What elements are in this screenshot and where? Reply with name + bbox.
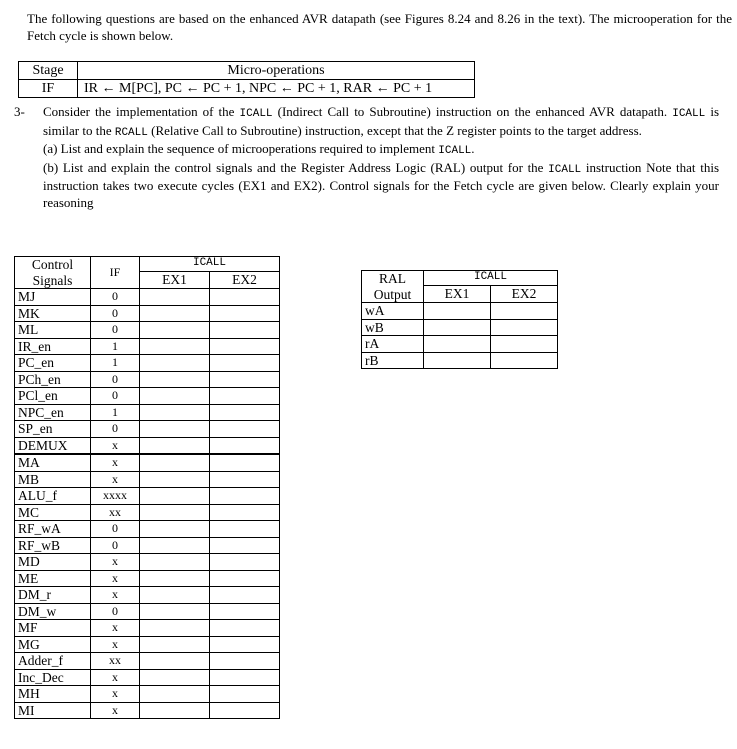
signal-if-value: x <box>91 554 140 571</box>
ral-row <box>362 336 558 353</box>
signal-ex2-cell[interactable] <box>210 305 280 322</box>
microops-cell: IR ← M[PC], PC ← PC + 1, NPC ← PC + 1, RAR ← PC + 1 <box>78 80 475 98</box>
signal-if-value: xxxx <box>91 488 140 505</box>
signal-name: PCl_en <box>15 388 91 405</box>
signal-if-value: x <box>91 702 140 719</box>
control-signal-row <box>15 636 280 653</box>
ral-ex1-cell[interactable] <box>424 352 491 369</box>
signal-ex1-cell[interactable] <box>140 587 210 604</box>
ral-ex1-cell[interactable] <box>424 336 491 353</box>
signal-if-value: 1 <box>91 355 140 372</box>
intro-paragraph: The following questions are based on the enhanced AVR datapath (see Figures 8.24 and 8.26 in the text). The microoperation for the Fetch cycle is shown below. <box>27 11 732 43</box>
signal-ex1-cell[interactable] <box>140 570 210 587</box>
control-signal-row <box>15 488 280 505</box>
signal-ex1-cell[interactable] <box>140 504 210 521</box>
signal-name: MK <box>15 305 91 322</box>
control-signal-row <box>15 404 280 421</box>
signal-ex2-cell[interactable] <box>210 702 280 719</box>
ral-output-name: rB <box>362 352 424 369</box>
control-signal-row <box>15 521 280 538</box>
signal-name: DEMUX <box>15 437 91 454</box>
ral-ex2-cell[interactable] <box>491 319 558 336</box>
stage-cell: IF <box>19 80 78 98</box>
stage-header: Stage <box>19 62 78 80</box>
signal-if-value: 0 <box>91 289 140 306</box>
control-signal-row <box>15 437 280 454</box>
ral-row <box>362 319 558 336</box>
signal-ex1-cell[interactable] <box>140 289 210 306</box>
signal-name: RF_wA <box>15 521 91 538</box>
signal-name: MB <box>15 471 91 488</box>
signal-if-value: 0 <box>91 305 140 322</box>
signal-ex1-cell[interactable] <box>140 421 210 438</box>
control-signal-row <box>15 554 280 571</box>
signal-if-value: x <box>91 570 140 587</box>
signal-ex2-cell[interactable] <box>210 521 280 538</box>
control-signal-row <box>15 702 280 719</box>
signal-name: MF <box>15 620 91 637</box>
signal-if-value: 1 <box>91 338 140 355</box>
control-signal-row <box>15 322 280 339</box>
signal-name: MJ <box>15 289 91 306</box>
signal-if-value: 1 <box>91 404 140 421</box>
signal-ex2-cell[interactable] <box>210 488 280 505</box>
signal-name: PC_en <box>15 355 91 372</box>
signal-if-value: 0 <box>91 537 140 554</box>
signal-name: IR_en <box>15 338 91 355</box>
question-part-b: (b) List and explain the control signals and the Register Address Logic (RAL) output for the ICALL instruction Note that this instruction takes two execute cycles (EX1 and EX2). Control signals for the Fetch cycle are given below. Clearly explain your reasoning <box>43 159 720 210</box>
signal-ex2-cell[interactable] <box>210 371 280 388</box>
signal-name: ML <box>15 322 91 339</box>
signal-if-value: xx <box>91 504 140 521</box>
signal-if-value: xx <box>91 653 140 670</box>
signal-name: MH <box>15 686 91 703</box>
ral-icall-header: ICALL <box>424 271 558 286</box>
signal-name: ALU_f <box>15 488 91 505</box>
signal-ex2-cell[interactable] <box>210 620 280 637</box>
signal-if-value: x <box>91 620 140 637</box>
ral-ex2-cell[interactable] <box>491 352 558 369</box>
ral-ex2-cell[interactable] <box>491 303 558 320</box>
signal-if-value: x <box>91 471 140 488</box>
signal-ex1-cell[interactable] <box>140 620 210 637</box>
fetch-microoperation-table <box>18 61 475 98</box>
signal-ex1-cell[interactable] <box>140 686 210 703</box>
signal-ex2-cell[interactable] <box>210 338 280 355</box>
signal-name: ME <box>15 570 91 587</box>
signal-ex1-cell[interactable] <box>140 488 210 505</box>
control-signal-row <box>15 289 280 306</box>
control-signal-row <box>15 587 280 604</box>
icall-header: ICALL <box>140 257 280 272</box>
signal-ex1-cell[interactable] <box>140 521 210 538</box>
ral-output-name: wA <box>362 303 424 320</box>
ral-ex2-header: EX2 <box>491 285 558 302</box>
signal-if-value: x <box>91 587 140 604</box>
if-header: IF <box>91 257 140 289</box>
signal-ex1-cell[interactable] <box>140 305 210 322</box>
signal-if-value: 0 <box>91 388 140 405</box>
signal-if-value: x <box>91 636 140 653</box>
signal-ex2-cell[interactable] <box>210 669 280 686</box>
ral-ex1-header: EX1 <box>424 285 491 302</box>
signal-ex2-cell[interactable] <box>210 388 280 405</box>
signal-if-value: x <box>91 669 140 686</box>
control-signal-row <box>15 570 280 587</box>
signal-ex1-cell[interactable] <box>140 702 210 719</box>
signal-ex1-cell[interactable] <box>140 371 210 388</box>
signal-ex2-cell[interactable] <box>210 570 280 587</box>
microops-header: Micro-operations <box>78 62 475 80</box>
signal-ex2-cell[interactable] <box>210 686 280 703</box>
signal-if-value: 0 <box>91 521 140 538</box>
signal-name: Inc_Dec <box>15 669 91 686</box>
ral-output-name: wB <box>362 319 424 336</box>
signal-ex1-cell[interactable] <box>140 554 210 571</box>
signal-if-value: 0 <box>91 421 140 438</box>
signal-name: MA <box>15 454 91 471</box>
signal-ex2-cell[interactable] <box>210 404 280 421</box>
signal-if-value: 0 <box>91 371 140 388</box>
question-stem: Consider the implementation of the ICALL (Indirect Call to Subroutine) instruction on the enhanced AVR datapath. ICALL is similar to the RCALL (Relative Call to Subroutine) instruction, except that the Z register points to the target address. <box>43 104 719 139</box>
control-signal-row <box>15 620 280 637</box>
signal-ex2-cell[interactable] <box>210 437 280 454</box>
signal-name: Adder_f <box>15 653 91 670</box>
control-signal-row <box>15 421 280 438</box>
control-signal-row <box>15 686 280 703</box>
signal-ex1-cell[interactable] <box>140 537 210 554</box>
signal-ex2-cell[interactable] <box>210 587 280 604</box>
signal-name: MG <box>15 636 91 653</box>
signal-name: DM_w <box>15 603 91 620</box>
signal-ex1-cell[interactable] <box>140 669 210 686</box>
signal-name: MD <box>15 554 91 571</box>
signal-ex2-cell[interactable] <box>210 289 280 306</box>
control-signal-row <box>15 355 280 372</box>
control-signal-row <box>15 669 280 686</box>
signal-ex1-cell[interactable] <box>140 603 210 620</box>
signal-ex1-cell[interactable] <box>140 636 210 653</box>
ral-output-table <box>361 270 558 369</box>
control-signal-row <box>15 305 280 322</box>
signal-if-value: 0 <box>91 322 140 339</box>
signal-ex2-cell[interactable] <box>210 355 280 372</box>
signal-name: PCh_en <box>15 371 91 388</box>
control-signal-row <box>15 504 280 521</box>
ral-ex1-cell[interactable] <box>424 319 491 336</box>
ral-ex1-cell[interactable] <box>424 303 491 320</box>
signal-name: RF_wB <box>15 537 91 554</box>
signal-if-value: x <box>91 686 140 703</box>
signal-ex1-cell[interactable] <box>140 355 210 372</box>
signal-if-value: 0 <box>91 603 140 620</box>
signal-name: SP_en <box>15 421 91 438</box>
signal-if-value: x <box>91 437 140 454</box>
signal-ex2-cell[interactable] <box>210 454 280 471</box>
control-signal-row <box>15 454 280 471</box>
signal-ex2-cell[interactable] <box>210 653 280 670</box>
signal-if-value: x <box>91 454 140 471</box>
signal-ex2-cell[interactable] <box>210 421 280 438</box>
signal-ex1-cell[interactable] <box>140 653 210 670</box>
control-signal-row <box>15 653 280 670</box>
signal-ex2-cell[interactable] <box>210 471 280 488</box>
control-signal-row <box>15 388 280 405</box>
question-3 <box>14 104 719 211</box>
signal-ex2-cell[interactable] <box>210 636 280 653</box>
control-signal-row <box>15 471 280 488</box>
control-signal-row <box>15 537 280 554</box>
ral-row <box>362 303 558 320</box>
control-signals-header: Control Signals <box>15 257 91 289</box>
control-signal-row <box>15 371 280 388</box>
signal-ex1-cell[interactable] <box>140 404 210 421</box>
ral-ex2-cell[interactable] <box>491 336 558 353</box>
signal-ex2-cell[interactable] <box>210 504 280 521</box>
signal-ex2-cell[interactable] <box>210 554 280 571</box>
signal-name: DM_r <box>15 587 91 604</box>
ral-output-header: RAL Output <box>362 271 424 303</box>
signal-ex1-cell[interactable] <box>140 437 210 454</box>
ral-output-name: rA <box>362 336 424 353</box>
signal-name: MI <box>15 702 91 719</box>
signal-ex2-cell[interactable] <box>210 322 280 339</box>
signal-ex1-cell[interactable] <box>140 338 210 355</box>
ral-row <box>362 352 558 369</box>
control-signal-row <box>15 603 280 620</box>
ex1-header: EX1 <box>140 271 210 288</box>
signal-ex1-cell[interactable] <box>140 454 210 471</box>
signal-ex1-cell[interactable] <box>140 322 210 339</box>
control-signals-table <box>14 256 280 719</box>
question-part-a: (a) List and explain the sequence of microoperations required to implement ICALL. <box>43 141 475 157</box>
control-signal-row <box>15 338 280 355</box>
question-number: 3- <box>14 104 25 119</box>
signal-name: MC <box>15 504 91 521</box>
ex2-header: EX2 <box>210 271 280 288</box>
signal-ex2-cell[interactable] <box>210 603 280 620</box>
signal-ex1-cell[interactable] <box>140 471 210 488</box>
signal-ex1-cell[interactable] <box>140 388 210 405</box>
signal-ex2-cell[interactable] <box>210 537 280 554</box>
signal-name: NPC_en <box>15 404 91 421</box>
